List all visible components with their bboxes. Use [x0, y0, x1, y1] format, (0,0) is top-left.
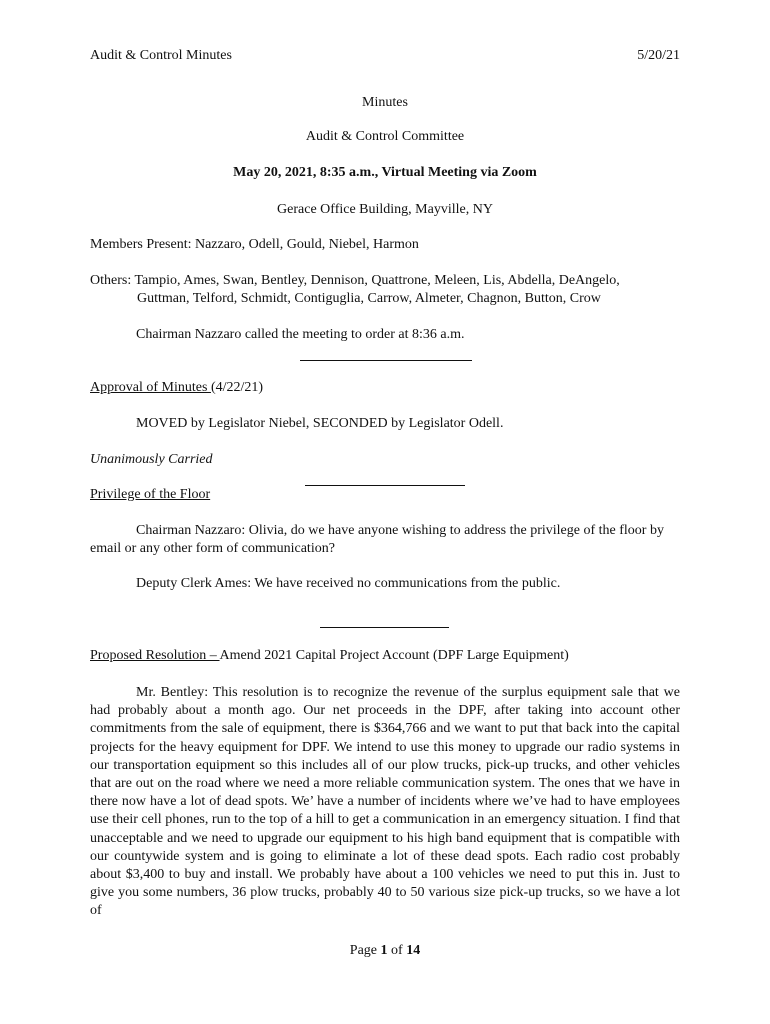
resolution-heading-label: Proposed Resolution – — [90, 648, 220, 663]
approval-motion: MOVED by Legislator Niebel, SECONDED by Legislator Odell. — [136, 416, 504, 431]
approval-heading-label: Approval of Minutes — [90, 380, 211, 395]
page-current: 1 — [380, 943, 388, 958]
resolution-bentley: Mr. Bentley: This resolution is to recognize the revenue of the surplus equipment sale that we had probably about a month ago. Our net proceeds in the DPF, after taking into account other commitments from the sale of equipment, there is $364,766 and we want to put that back into the capital projects for the heavy equipment for DPF. We intend to use this money to upgrade our radio systems in our transportation equipment so this includes all of our plow trucks, pick-up trucks, and other vehicles that are out on the road where we need a more reliable communication system. The ones that we have in there now have a lot of dead spots. We’ have a number of incidents where we’ve had to have employees use their cell phones, run to the top of a hill to get a communication in an emergency situation. I find that unacceptable and we need to upgrade our equipment to his high band equipment that is compatible with our countywide system and is going to eliminate a lot of these dead spots. Each radio cost probably about $3,400 to buy and install. We probably have about a 100 vehicles we need to put this in. Just to give you some numbers, 36 plow trucks, probably 40 to 50 various size pick-up trucks, so we have a lot of — [90, 685, 680, 919]
page-of-label: of — [387, 943, 407, 958]
call-to-order: Chairman Nazzaro called the meeting to order at 8:36 a.m. — [136, 327, 465, 342]
others-line-2: Guttman, Telford, Schmidt, Contiguglia, Carrow, Almeter, Chagnon, Button, Crow — [137, 291, 601, 306]
meeting-location: Gerace Office Building, Mayville, NY — [277, 202, 493, 217]
privilege-heading: Privilege of the Floor — [90, 487, 211, 502]
header-date: 5/20/21 — [637, 48, 680, 63]
members-present: Members Present: Nazzaro, Odell, Gould, Niebel, Harmon — [90, 237, 419, 252]
divider — [300, 360, 472, 361]
privilege-clerk: Deputy Clerk Ames: We have received no communications from the public. — [136, 576, 561, 591]
others-line-1: Others: Tampio, Ames, Swan, Bentley, Dennison, Quattrone, Meleen, Lis, Abdella, DeAngelo, — [90, 273, 620, 288]
page-label: Page — [349, 943, 381, 958]
doc-title: Minutes — [362, 95, 408, 110]
divider — [305, 485, 465, 486]
divider — [320, 627, 449, 628]
privilege-chairman: Chairman Nazzaro: Olivia, do we have anyone wishing to address the privilege of the floor by email or any other form of communication? — [90, 523, 664, 557]
meeting-date-line: May 20, 2021, 8:35 a.m., Virtual Meeting via Zoom — [233, 165, 537, 180]
header-title: Audit & Control Minutes — [90, 48, 232, 63]
approval-heading-date: (4/22/21) — [210, 380, 264, 395]
approval-result: Unanimously Carried — [90, 452, 213, 467]
page-total: 14 — [406, 943, 421, 958]
resolution-heading-title: Amend 2021 Capital Project Account (DPF Large Equipment) — [219, 648, 569, 663]
approval-heading — [90, 380, 263, 396]
page-number — [0, 943, 770, 959]
resolution-heading — [90, 648, 569, 664]
committee-name: Audit & Control Committee — [305, 129, 465, 144]
